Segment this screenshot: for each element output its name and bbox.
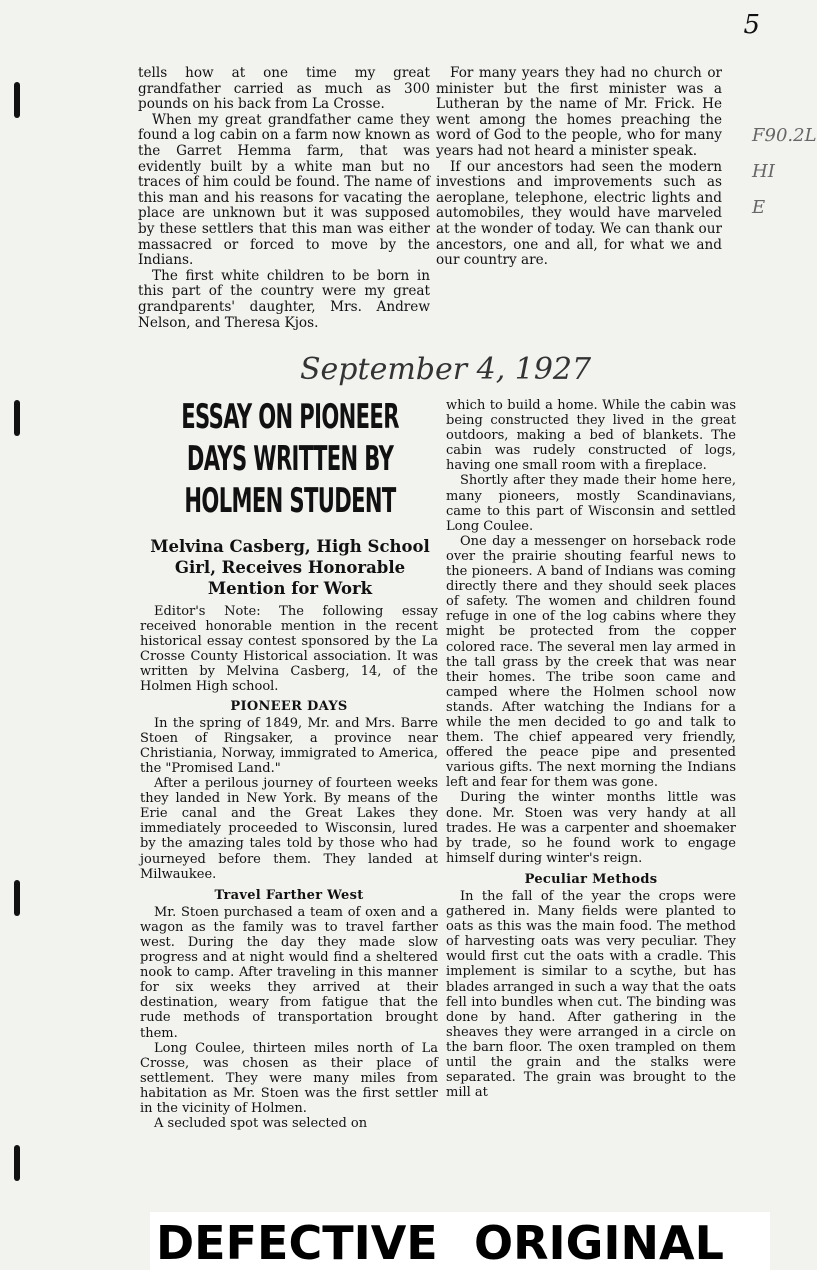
handwritten-date: September 4, 1927 [300, 352, 592, 387]
paragraph: When my great grandfather came they found a log cabin on a farm now known as the Garret Hemma farm, that was evidently built by a white man but no traces of him could be found. The name of this man and his reasons for vacating the place are unknown but it was supposed by these settlers that this man was either massacred or forced to move by the Indians. [138, 111, 430, 269]
subheading: Peculiar Methods [524, 871, 658, 887]
essay-right-column [446, 398, 736, 1100]
headline-line: DAYS WRITTEN BY [186, 439, 394, 479]
paragraph: which to build a home. While the cabin was being constructed they lived in the great outdoors, making a bed of blankets. The cabin was rudely constructed of logs, having one small room with a fireplace. [446, 398, 736, 474]
paragraph: If our ancestors had seen the modern investions and improvements such as aeroplane, telephone, electric lights and automobiles, they would have marveled at the wonder of today. We can thank our ancestors, one and all, for what we and our country are. [436, 158, 722, 269]
paragraph: Shortly after they made their home here, many pioneers, mostly Scandinavians, came to this part of Wisconsin and settled Long Coulee. [446, 473, 736, 534]
handwritten-side-note [752, 118, 817, 226]
binding-mark [14, 1145, 20, 1181]
top-right-column [436, 66, 722, 269]
paragraph: During the winter months little was done. Mr. Stoen was very handy at all trades. He was a carpenter and shoemaker by trade, so he found work to engage himself during winter's reign. [446, 790, 736, 866]
paragraph: After a perilous journey of fourteen weeks they landed in New York. By means of the Erie canal and the Great Lakes they immediately proceeded to Wisconsin, lured by the amazing tales told by those who had journeyed before them. They landed at Milwaukee. [140, 776, 438, 882]
paragraph: The first white children to be born in this part of the country were my great grandparents' daughter, Mrs. Andrew Nelson, and Theresa Kjos. [138, 267, 430, 331]
side-note-line: E [752, 197, 766, 218]
paragraph: Mr. Stoen purchased a team of oxen and a wagon as the family was to travel farther west. During the day they made slow progress and at night would find a sheltered nook to camp. After traveling in this manner for six weeks they arrived at their destination, weary from fatigue that the rude methods of transportation brought them. [140, 904, 438, 1041]
deck-line: Girl, Receives Honorable [174, 558, 406, 577]
paragraph: One day a messenger on horseback rode over the prairie shouting fearful news to the pioneers. A band of Indians was coming directly there and they should seek places of safety. The women and children found refuge in one of the log cabins where they might be protected from the copper colored race. The several men lay armed in the tall grass by the creek that was near their homes. The tribe soon came and camped where the Holmen school now stands. After watching the Indians for a while the men decided to go and talk to them. The chief appeared very friendly, offered the peace pipe and presented various gifts. The next morning the Indians left and fear for them was gone. [446, 533, 736, 791]
deck-line: Melvina Casberg, High School [150, 537, 430, 556]
paragraph: Long Coulee, thirteen miles north of La Crosse, was chosen as their place of settlement. They were many miles from habitation as Mr. Stoen was the first settler in the vicinity of Holmen. [140, 1040, 438, 1116]
top-left-column [138, 66, 430, 331]
headline-line: HOLMEN STUDENT [184, 481, 396, 521]
side-note-line: HI [752, 161, 775, 182]
paragraph: In the spring of 1849, Mr. and Mrs. Barre Stoen of Ringsaker, a province near Christiania, Norway, immigrated to America, the "Promised Land." [140, 715, 438, 776]
paragraph: A secluded spot was selected on [154, 1116, 368, 1132]
page-number: 5 [743, 10, 760, 40]
binding-mark [14, 880, 20, 916]
headline-line: ESSAY ON PIONEER [181, 397, 399, 437]
paragraph: tells how at one time my great grandfather carried as much as 300 pounds on his back from La Crosse. [138, 65, 430, 113]
paragraph: For many years they had no church or minister but the first minister was a Lutheran by the name of Mr. Frick. He went among the homes preaching the word of God to the people, who for many years had not heard a minister speak. [436, 65, 722, 159]
binding-mark [14, 82, 20, 118]
stamp-word: ORIGINAL [474, 1216, 724, 1270]
binding-mark [14, 400, 20, 436]
editor-note: Editor's Note: The following essay received honorable mention in the recent historical essay contest sponsored by the La Crosse County Historical association. It was written by Melvina Casberg, 14, of the Holmen High school. [140, 604, 438, 695]
paragraph: In the fall of the year the crops were gathered in. Many fields were planted to oats as this was the main food. The method of harvesting oats was very peculiar. They would first cut the oats with a cradle. This implement is similar to a scythe, but has blades arranged in such a way that the oats fell into bundles when cut. The binding was done by hand. After gathering in the sheaves they were arranged in a circle on the barn floor. The oxen trampled on them until the grain and the stalks were separated. The grain was brought to the mill at [446, 889, 736, 1101]
side-note-line: F90.2L [752, 125, 817, 146]
defective-original-stamp [150, 1212, 770, 1270]
deck-line: Mention for Work [207, 579, 373, 598]
subheading: Travel Farther West [214, 887, 364, 903]
headline [140, 396, 399, 522]
stamp-word: DEFECTIVE [156, 1216, 438, 1270]
subheading: PIONEER DAYS [230, 698, 348, 714]
essay-left-column [140, 604, 438, 1131]
deck [140, 536, 440, 599]
